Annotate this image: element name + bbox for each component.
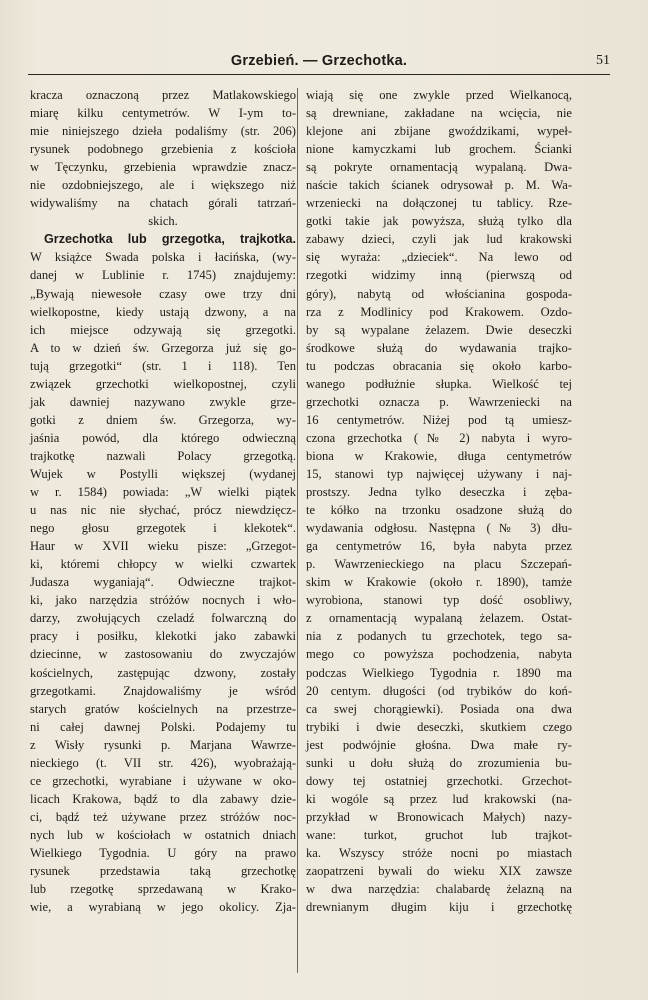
text-line: w dwa narzędzia: chalabardę żelazną na [306, 882, 572, 897]
text-line: ce grzechotki, wyrabiane i używane w oko- [30, 773, 296, 788]
page-number: 51 [596, 53, 610, 68]
text-line: nione kamyczkami lub grochem. Ścianki [306, 142, 572, 157]
text-line: rza z Modlinicy pod Krakowem. Ozdo- [306, 304, 572, 319]
text-line: ga centymetrów 16, była nabyta przez [306, 539, 572, 554]
column-divider [297, 88, 298, 973]
text-line: drewnianym długim kiju i grzechotkę [306, 900, 572, 915]
text-line: starych gratów kościelnych na przestrze- [30, 701, 296, 716]
text-line: ci, bądź też używane przez stróżów noc- [30, 809, 296, 824]
text-line: W książce Swada polska i łacińska, (wy- [30, 250, 296, 265]
text-line: są pokryte ornamentacją wypalaną. Dwa- [306, 160, 572, 175]
text-line: rzegotki widzimy inną (pierwszą od [306, 268, 572, 283]
text-line: ca swej chorągiewki). Posiada ona dwa [306, 701, 572, 716]
text-line: 20 centym. długości (od trybików do koń- [306, 683, 572, 698]
text-line: mie niniejszego dzieła podaliśmy (str. 206) [30, 124, 296, 139]
text-line: skich. [148, 214, 178, 229]
text-line: sunki u dołu służą do zrozumienia bu- [306, 755, 572, 770]
text-line: ki wogóle są przez lud krakowski (na- [306, 791, 572, 806]
text-line: „Bywają niewesołe czasy owe trzy dni [30, 286, 296, 301]
text-line: rysunek podobnego grzebienia z kościoła [30, 142, 296, 157]
text-line: ka. Wszyscy stróże nocni po miastach [306, 845, 572, 860]
text-line: trajkotkę nazwali Polacy grzegotką. [30, 448, 296, 463]
text-line: Wielkiego Tygodnia. U góry na prawo [30, 845, 296, 860]
text-line: góry), nabytą od włościanina gospoda- [306, 286, 572, 301]
text-line: wie, a wyrabianą w jego okolicy. Zja- [30, 900, 296, 915]
text-line: ich miejsce odzywają się grzegotki. [30, 322, 296, 337]
text-line: klejone ani zbijane gwoździkami, wypeł- [306, 124, 572, 139]
text-line: z Wisły rysunki p. Marjana Wawrze- [30, 737, 296, 752]
text-line: prostszy. Jedna tylko deseczka i zęba- [306, 485, 572, 500]
running-header [28, 50, 610, 75]
text-line: ni całej dawnej Polski. Podajemy tu [30, 719, 296, 734]
text-line: ki, któremi chłopcy w wielki czwartek [30, 557, 296, 572]
text-line: tują grzegotki“ (str. 1 i 118). Ten [30, 358, 296, 373]
text-line: jaśnia powód, dla którego odwieczną [30, 430, 296, 445]
text-line: w Tęczynku, grzebienia wprawdzie znacz- [30, 160, 296, 175]
text-line: wanego podłużnie słupka. Wielkość tej [306, 376, 572, 391]
text-line: p. Wawrzenieckiego na placu Szczepań- [306, 557, 572, 572]
text-line: w r. 1584) powiada: „W wielki piątek [30, 485, 296, 500]
text-line: widywaliśmy na chatach górali tatrzań- [30, 196, 296, 211]
text-line: środkowe służą do wydawania trajko- [306, 340, 572, 355]
text-line: wyrobiona, stanowi typ dość osobliwy, [306, 593, 572, 608]
text-line: nieckiego (t. VII str. 426), wyobrażają- [30, 755, 296, 770]
text-line: gotki takie jak powyższa, służą tylko dla [306, 214, 572, 229]
text-line: wielkopostne, kiedy ustają dzwony, a na [30, 304, 296, 319]
text-line: wiają się one zwykle przed Wielkanocą, [306, 88, 572, 102]
text-line: lub rzegotkę sprzedawaną w Krako- [30, 882, 296, 897]
text-line: mego co powyższa pochodzenia, nabyta [306, 647, 572, 662]
text-line: danej w Lublinie r. 1745) znajdujemy: [30, 268, 296, 283]
text-line: 15, stanowi typ najwięcej używany i naj- [306, 466, 572, 481]
text-line: miarę kilku centymetrów. W I-ym to- [30, 106, 296, 121]
text-line: A to w dzień św. Grzegorza już się go- [30, 340, 296, 355]
text-line: u nas nic nie słychać, prócz niewdzięcz- [30, 503, 296, 518]
text-line: się wyraża: „dzieciek“. Na lewo od [306, 250, 572, 265]
text-line: nia z podanych tu grzechotek, tego sa- [306, 629, 572, 644]
text-line: jak dawniej nazywano zwykle grze- [30, 394, 296, 409]
text-line: by są wypalane żelazem. Dwie deseczki [306, 322, 572, 337]
text-line: naście takich ścianek odrysował p. M. Wa- [306, 178, 572, 193]
text-line: gotki z dniem św. Grzegorza, wy- [30, 412, 296, 427]
text-line: podczas Wielkiego Tygodnia r. 1890 ma [306, 665, 572, 680]
text-line: są drewniane, zakładane na wcięcia, nie [306, 106, 572, 121]
text-line: wrzeniecki na dołączonej tu tablicy. Rze- [306, 196, 572, 211]
right-column [306, 86, 572, 916]
text-line: wane: turkot, gruchot lub trajkot- [306, 827, 572, 842]
text-line: 16 centymetrów. Niżej pod tą umiesz- [306, 412, 572, 427]
text-line: kracza oznaczoną przez Matlakowskiego [30, 88, 296, 102]
text-line: czona grzechotka (№ 2) nabyta i wyro- [306, 430, 572, 445]
text-line: wydawania odgłosu. Następna (№ 3) dłu- [306, 521, 572, 536]
text-line: ki, jako narzędzia stróżów nocnych i wło- [30, 593, 296, 608]
text-line: grzegotkami. Znajdowaliśmy je wśród [30, 683, 296, 698]
text-line: nych lub w kościołach w ostatnich dniach [30, 827, 296, 842]
text-line: Judasza wyganiają“. Odwieczne trajkot- [30, 575, 296, 590]
text-line: dziecinne, w zastosowaniu do zwyczajów [30, 647, 296, 662]
text-line: dowy tej ostatniej grzechotki. Grzechot- [306, 773, 572, 788]
text-line: zaopatrzeni bywali do wieku XIX zawsze [306, 864, 572, 879]
text-line: skim w Krakowie (około r. 1890), tamże [306, 575, 572, 590]
text-line: darzy, zwołujących czeladź folwarczną do [30, 611, 296, 626]
text-line: nego głosu grzegotek i klekotek“. [30, 521, 296, 536]
text-line: te kółko na trzonku osadzone służą do [306, 503, 572, 518]
text-line: rysunek przedstawia taką grzechotkę [30, 864, 296, 879]
text-line: trybiki i dwie deseczki, skutkiem czego [306, 719, 572, 734]
text-line: jest podwójnie głośna. Dwa małe ry- [306, 737, 572, 752]
text-line: licach Krakowa, bądź to dla zabawy dzie- [30, 791, 296, 806]
text-line: grzechotki oznacza p. Wawrzeniecki na [306, 394, 572, 409]
text-line: kościelnych, zastępując dzwony, zostały [30, 665, 296, 680]
text-line: z ornamentacją wypalaną żelazem. Ostat- [306, 611, 572, 626]
text-line: biona w Krakowie, długa centymetrów [306, 448, 572, 463]
text-line: Haur w XVII wieku pisze: „Grzegot- [30, 539, 296, 554]
left-column [30, 86, 296, 916]
text-line: pracy i posiłku, klekotki jako zabawki [30, 629, 296, 644]
text-line: Wujek w Postylli większej (wydanej [30, 466, 296, 481]
text-line: przykład w Bronowicach Małych) nazy- [306, 809, 572, 824]
text-line: nie ozdobniejszego, ale i większego niż [30, 178, 296, 193]
section-heading: Grzechotka lub grzegotka, trajkotka. [44, 232, 296, 247]
text-line: zabawy dzieci, czyli jak lud krakowski [306, 232, 572, 247]
text-line: tu podczas obracania się około karbo- [306, 358, 572, 373]
text-line: związek grzechotki wielkopostnej, czyli [30, 376, 296, 391]
running-title: Grzebień. — Grzechotka. [230, 53, 408, 69]
